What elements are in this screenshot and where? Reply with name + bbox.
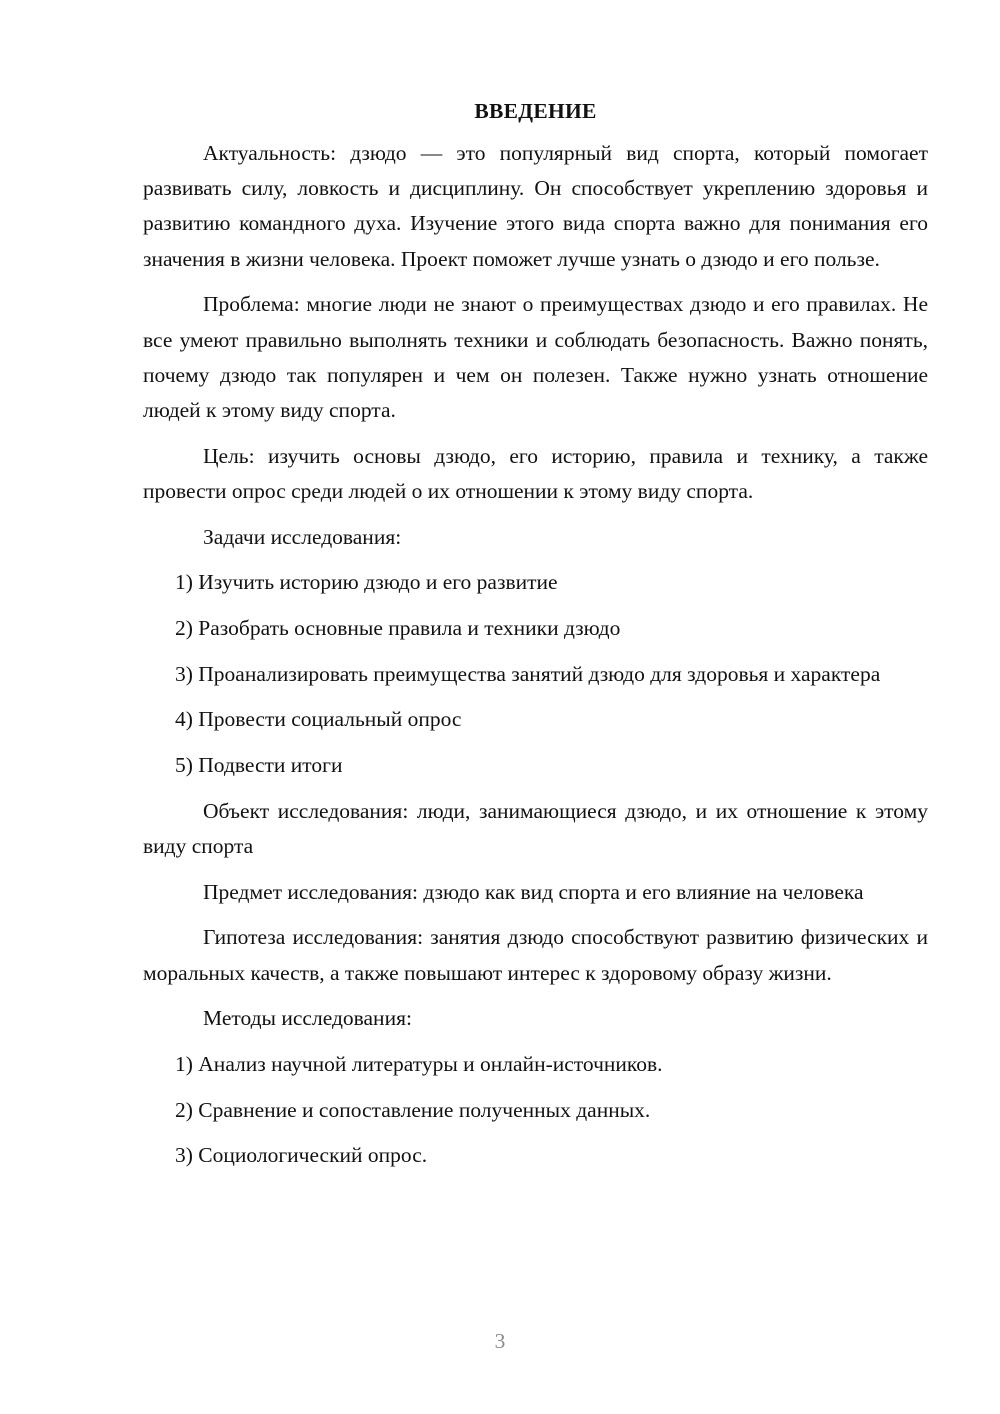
list-item: 2) Сравнение и сопоставление полученных данных. [175, 1097, 651, 1122]
methods-list [143, 1047, 928, 1174]
paragraph-goal: Цель: изучить основы дзюдо, его историю, правила и технику, а также провести опрос среди людей о их отношении к этому виду спорта. [143, 443, 928, 503]
list-item: 3) Проанализировать преимущества занятий дзюдо для здоровья и характера [175, 661, 881, 686]
page-number: 3 [494, 1329, 506, 1353]
list-item: 1) Изучить историю дзюдо и его развитие [175, 570, 558, 595]
list-item: 1) Анализ научной литературы и онлайн-источников. [175, 1051, 663, 1076]
list-item: 3) Социологический опрос. [175, 1143, 428, 1168]
paragraph-hypothesis: Гипотеза исследования: занятия дзюдо способствуют развитию физических и моральных качеств, а также повышают интерес к здоровому образу жизни. [143, 925, 928, 985]
methods-label: Методы исследования: [203, 1006, 412, 1031]
list-item: 4) Провести социальный опрос [175, 707, 462, 732]
paragraph-relevance: Актуальность: дзюдо — это популярный вид спорта, который помогает развивать силу, ловкость и дисциплину. Он способствует укреплению здоровья и развитию командного духа. Изучение этого вида спорта важно для понимания его значения в жизни человека. Проект поможет лучше узнать о дзюдо и его пользе. [143, 141, 928, 271]
paragraph-subject: Предмет исследования: дзюдо как вид спорта и его влияние на человека [203, 879, 864, 904]
tasks-list [143, 565, 928, 783]
list-item: 2) Разобрать основные правила и техники дзюдо [175, 615, 621, 640]
tasks-label: Задачи исследования: [203, 524, 402, 549]
paragraph-object: Объект исследования: люди, занимающиеся дзюдо, и их отношение к этому виду спорта [143, 798, 928, 858]
document-page [143, 96, 928, 1184]
paragraph-problem: Проблема: многие люди не знают о преимуществах дзюдо и его правилах. Не все умеют правильно выполнять техники и соблюдать безопасность. Важно понять, почему дзюдо так популярен и чем он полезен. Также нужно узнать отношение людей к этому виду спорта. [143, 292, 928, 422]
list-item: 5) Подвести итоги [175, 753, 343, 778]
section-title: ВВЕДЕНИЕ [474, 99, 597, 123]
